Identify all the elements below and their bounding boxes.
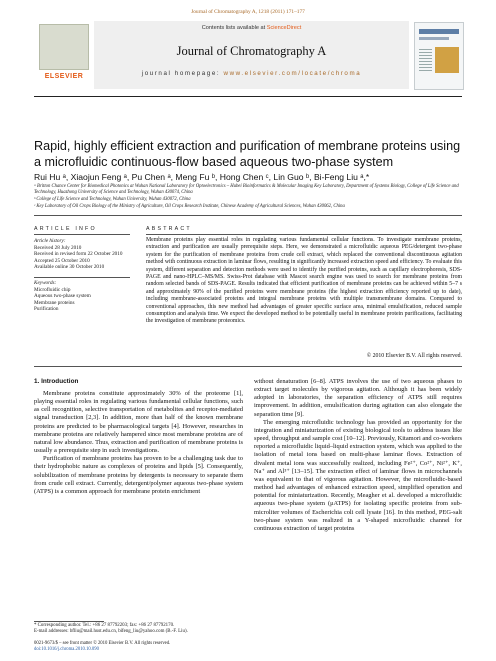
article-title: Rapid, highly efficient extraction and purification of membrane proteins using a microfluidic continuous-flow based aqueous two-phase system [34, 139, 461, 169]
tree-logo-icon [39, 24, 89, 70]
history-received: Received 28 July 2010 [34, 244, 82, 251]
history-accepted: Accepted 25 October 2010 [34, 257, 90, 264]
affiliation-b: ᵇ College of Life Science and Technology, Wuhan University, Wuhan 430072, China [34, 197, 191, 202]
abstract-copyright: © 2010 Elsevier B.V. All rights reserved. [366, 353, 462, 359]
masthead [94, 21, 409, 89]
keyword: Microfluidic chip [34, 286, 71, 293]
history-label: Article history: [34, 238, 66, 244]
divider [34, 234, 130, 235]
keyword: Membrane proteins [34, 299, 75, 306]
page-footer [34, 641, 334, 653]
abstract-heading: ABSTRACT [146, 226, 192, 232]
elsevier-logo [34, 24, 94, 90]
doi-link[interactable]: doi:10.1016/j.chroma.2010.10.090 [34, 647, 99, 653]
keyword: Purification [34, 306, 59, 313]
abstract-text: Membrane proteins play essential roles in regulating various fundamental cellular functions. To investigate membrane proteins, extraction and purification are usually prerequisite steps. Here, we demonstrated a microfluidic aqueous PEG/detergent two-phase system for the purification of membrane proteins from crude cell extract, which replaced the conventional discontinuous agitation method with continuous extraction in laminar flows, resulting in significantly increased extraction speed and efficiency. To evaluate this system, different separation and detection methods were used to identify the purified proteins, such as capillary electrophoresis, SDS-PAGE and nano-HPLC–MS/MS. Swiss-Prot database with Mascot search engine was used to search for membrane proteins from random selected bands of SDS-PAGE. Results indicated that efficient purification of membrane proteins can be achieved within 5–7 s and approximately 90% of the purified proteins were membrane proteins (the highest extraction efficiency reported up to date), including membrane-associated proteins and integral membrane proteins with multiple transmembrane domains. Compared to conventional approaches, this new method had advantages of greater specific surface area, minimal emulsification, reduced sample consumption and analysis time. We expect the developed method to be potentially useful in membrane protein purifications, facilitating the investigation of membrane proteomics. [146, 237, 462, 325]
author-list: Rui Hu ᵃ, Xiaojun Feng ᵃ, Pu Chen ᵃ, Meng Fu ᵇ, Hong Chen ᶜ, Lin Guo ᵇ, Bi-Feng Liu ᵃ,* [34, 172, 370, 182]
divider [34, 277, 130, 278]
email-addresses[interactable]: E-mail addresses: bfliu@mail.hust.edu.cn, bifeng_liu@yahoo.com (B.-F. Liu). [34, 629, 188, 635]
journal-cover-image [414, 22, 464, 90]
history-online: Available online 30 October 2010 [34, 264, 105, 271]
issn-line: 0021-9673/$ – see front matter © 2010 Elsevier B.V. All rights reserved. [34, 641, 171, 646]
divider [146, 234, 462, 235]
paragraph: without denaturation [6–8]. ATPS involves the use of two aqueous phases to extract target molecules by vigorous agitation. Although it has been widely adopted in laboratories, the separation efficiency of ATPS still requires improvement. In addition, emulsification during agitation can also elongate the separation time [9]. [254, 378, 462, 418]
journal-title: Journal of Chromatography A [176, 44, 327, 58]
affiliation-c: ᶜ Key Laboratory of Oil Crops Biology of the Ministry of Agriculture, Oil Crops Research Institute, Chinese Academy of Agricultural Sciences, Wuhan 430062, China [34, 204, 345, 209]
paragraph: Membrane proteins constitute approximately 30% of the proteome [1], playing essential roles in regulating various fundamental cellular functions, such as cell recognition, selective transportation of metabolites and receptor-mediated signal transduction [2,3]. In addition, more than half of the known membrane proteins are predicted to be pharmacological targets [4]. However, researches in membrane proteins are relatively hampered since most membrane proteins are of natural low abundance. Thus, extraction and purification of membrane proteins is usually a prerequisite step in such investigations. [34, 390, 243, 455]
corresponding-author: * Corresponding author. Tel.: +86 27 87792203; fax: +86 27 87792170. [34, 623, 175, 628]
section-title: 1. Introduction [34, 378, 79, 385]
right-column [254, 378, 462, 533]
homepage-link[interactable]: www.elsevier.com/locate/chroma [223, 70, 362, 77]
header-rule [34, 96, 462, 97]
footnotes [34, 623, 246, 636]
journal-reference: Journal of Chromatography A, 1218 (2011) 171–177 [191, 9, 305, 15]
journal-homepage: journal homepage: www.elsevier.com/locate/chroma [141, 70, 362, 77]
article-history [34, 238, 134, 271]
history-revised: Received in revised form 22 October 2010 [34, 251, 123, 258]
affiliation-a: ᵃ Britton Chance Center for Biomedical Photonics at Wuhan National Laboratory for Optoelectronics – Hubei Bioinformatics & Molecular Imaging Key Laboratory, Department of Systems Biology, College of Life Science and Technology, Huazhong University of Science and Technology, Wuhan 430074, China [34, 184, 459, 196]
keyword: Aqueous two-phase system [34, 293, 91, 300]
paragraph: Purification of membrane proteins has proven to be a challenging task due to their hydrophobic nature as complexes of proteins and lipids [5]. Consequently, solubilization of membrane proteins by detergents is necessary to separate them from crude cell extract. Currently, detergent/polymer aqueous two-phase system (ATPS) is a common approach for membrane protein enrichment [34, 455, 243, 495]
paragraph: The emerging microfluidic technology has provided an opportunity for the integration and miniaturization of existing biological tools to address issues like speed, throughput and sample cost [10–12]. Previously, Kitamori and co-workers reported a microfluidic liquid–liquid extraction system, which was applied to the isolation of metal ions based on multi-phase laminar flows. Extraction of divalent metal ions was successfully realized, including Fe²⁺, Co²⁺, Ni²⁺, K⁺, Na⁺ and Al³⁺ [13–15]. The extraction effect of laminar flows in microchannels was equivalent to that of vigorous agitation. However, the microfluidic-based method had advantages of enhanced extraction speed, simplified operation and potential for miniaturization. Recently, Meagher et al. developed a microfluidic aqueous two-phase system (μATPS) for isolating specific proteins from sub-microliter volumes of Escherichia coli cell lysate [16]. In this method, PEG-salt two-phase system was realized in a Y-shaped microfluidic channel for continuous extraction of target proteins [254, 418, 462, 532]
left-column [34, 390, 243, 496]
article-info-heading: ARTICLE INFO [34, 226, 97, 232]
keywords [34, 280, 134, 313]
keywords-label: Keywords: [34, 280, 57, 286]
footnote-rule [34, 621, 104, 622]
sciencedirect-link[interactable]: ScienceDirect [266, 25, 302, 31]
contents-line: Contents lists available at ScienceDirect [201, 25, 302, 31]
divider [34, 215, 462, 216]
divider [34, 366, 462, 367]
publisher-logo-text: ELSEVIER [44, 73, 84, 80]
